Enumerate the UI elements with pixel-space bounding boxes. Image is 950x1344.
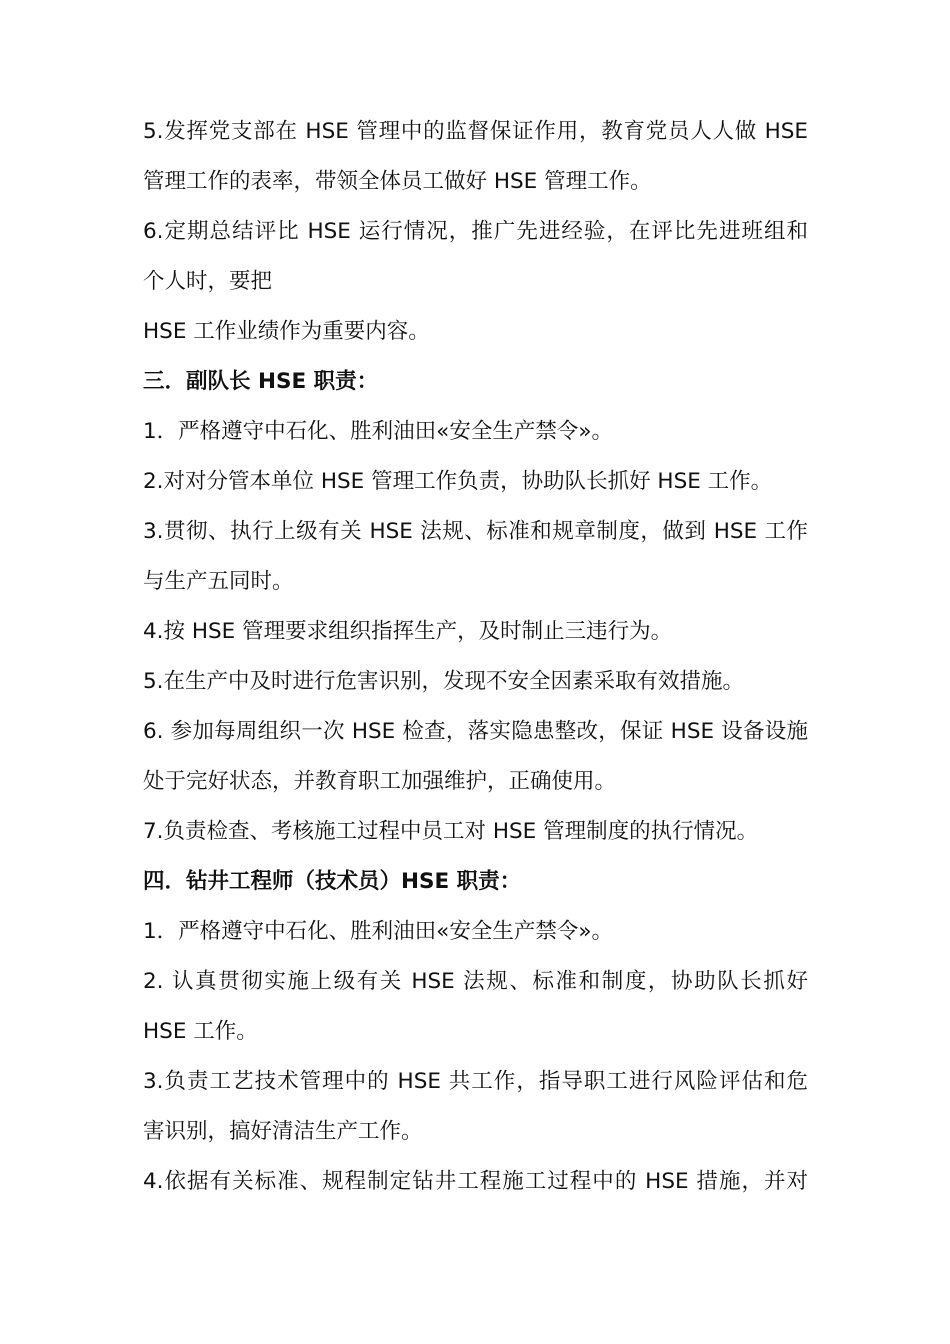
paragraph-line: 6.定期总结评比 HSE 运行情况，推广先进经验，在评比先进班组和 [143,219,808,244]
paragraph-line: 2.对对分管本单位 HSE 管理工作负责，协助队长抓好 HSE 工作。 [143,469,773,494]
paragraph-line: 1．严格遵守中石化、胜利油田«安全生产禁令»。 [143,919,613,944]
paragraph-line: 个人时，要把 [143,269,273,294]
section-heading: 四．钻井工程师（技术员）HSE 职责： [143,869,522,894]
paragraph-line: 7.负责检查、考核施工过程中员工对 HSE 管理制度的执行情况。 [143,819,759,844]
paragraph-line: 5.发挥党支部在 HSE 管理中的监督保证作用，教育党员人人做 HSE [143,119,808,144]
paragraph-line: 与生产五同时。 [143,569,294,594]
paragraph-line: 3.贯彻、执行上级有关 HSE 法规、标准和规章制度，做到 HSE 工作 [143,519,808,544]
paragraph-line: 5.在生产中及时进行危害识别，发现不安全因素采取有效措施。 [143,669,745,694]
paragraph-line: 4.按 HSE 管理要求组织指挥生产，及时制止三违行为。 [143,619,673,644]
paragraph-line: 6. 参加每周组织一次 HSE 检查，落实隐患整改，保证 HSE 设备设施 [143,719,808,744]
paragraph-line: 4.依据有关标准、规程制定钻井工程施工过程中的 HSE 措施，并对 [143,1169,808,1194]
section-heading: 三．副队长 HSE 职责： [143,369,379,394]
paragraph-line: 管理工作的表率，带领全体员工做好 HSE 管理工作。 [143,169,652,194]
paragraph-line: HSE 工作业绩作为重要内容。 [143,319,430,344]
paragraph-line: 害识别，搞好清洁生产工作。 [143,1119,423,1144]
paragraph-line: 处于完好状态，并教育职工加强维护，正确使用。 [143,769,617,794]
paragraph-line: 3.负责工艺技术管理中的 HSE 共工作，指导职工进行风险评估和危 [143,1069,808,1094]
paragraph-line: 2. 认真贯彻实施上级有关 HSE 法规、标准和制度，协助队长抓好 [143,969,808,994]
paragraph-line: HSE 工作。 [143,1019,258,1044]
paragraph-line: 1．严格遵守中石化、胜利油田«安全生产禁令»。 [143,419,613,444]
document-body [143,107,808,1207]
